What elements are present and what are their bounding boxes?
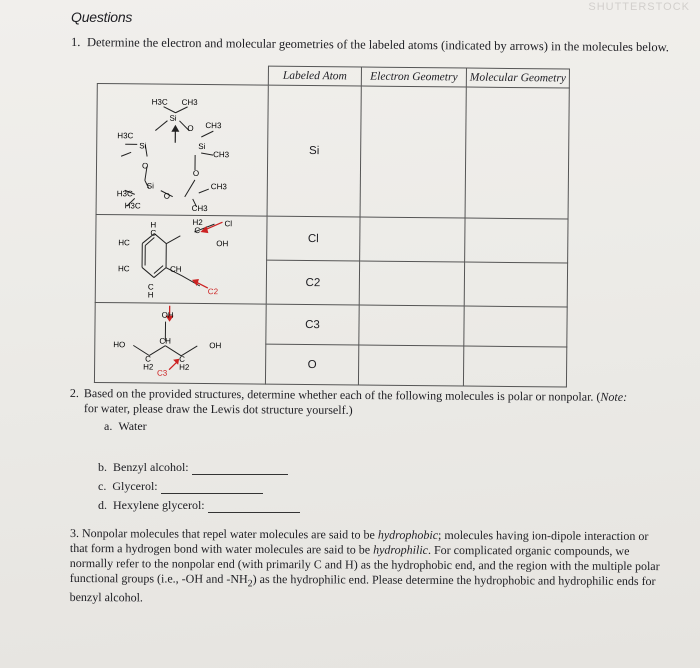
labeled-atom-c3: C3 [266,304,359,345]
glycerol-label: HO [113,340,126,350]
siloxane-label: H3C [117,131,134,141]
molecular-geometry-si[interactable] [465,87,569,219]
item-label: Benzyl alcohol: [113,460,189,474]
molecule-header-blank [97,65,268,86]
question-3-text-3: . For complicated organic compounds, we normally refer to the nonpolar end (with primarily C and H) as the hydrophobic end, and the region with the multiple polar functional groups (i.e., -OH and -NH [69,542,660,586]
item-label: Glycerol: [112,479,158,493]
table-row [95,302,567,347]
item-letter: d. [98,498,107,512]
benzyl-label: C [194,225,201,235]
benzyl-label: H [150,220,157,230]
glycerol-structure-cell [94,302,266,384]
watermark: SHUTTERSTOCK [588,1,690,13]
benzyl-label: CH [169,264,182,274]
molecular-geometry-c2[interactable] [464,262,567,307]
siloxane-label: O [187,123,194,133]
electron-geometry-o[interactable] [358,345,463,386]
item-letter: a. [104,419,113,433]
benzyl-label: Cl [224,219,233,229]
benzyl-label: OH [216,239,229,249]
question-2-note: for water, please draw the Lewis dot structure yourself.) [83,401,353,417]
siloxane-label: O [141,161,149,171]
question-1-prompt [71,35,669,55]
header-electron-geometry: Electron Geometry [361,67,466,87]
molecular-geometry-cl[interactable] [465,218,568,263]
siloxane-structure-cell [96,84,268,217]
molecular-geometry-o[interactable] [463,346,566,387]
item-glycerol [98,479,263,494]
benzyl-chloride-structure [96,215,267,305]
question-3-text-2: ; molecules having ion-dipole interaction or that form a hydrogen bond with water molecules are said to be [69,527,649,557]
benzyl-label: C [147,282,154,292]
glycerol-label: C [179,354,185,364]
item-letter: b. [98,460,107,474]
siloxane-label: H3C [124,201,141,211]
question-2-number: 2. [69,386,79,401]
term-hydrophobic: hydrophobic [377,527,439,542]
geometry-table [94,64,570,388]
siloxane-label: Si [146,181,154,191]
item-label: Hexylene glycerol: [113,498,205,512]
electron-geometry-c3[interactable] [359,305,464,346]
glycerol-label: H2 [143,362,154,372]
benzyl-label: C2 [207,287,219,297]
siloxane-label: O [192,168,200,178]
labeled-atom-cl: Cl [267,216,360,261]
benzyl-label: C [150,228,157,238]
electron-geometry-cl[interactable] [360,217,465,262]
question-3-prompt [70,526,662,608]
siloxane-label: CH3 [210,182,227,192]
table-row [96,214,568,263]
siloxane-label: O [163,191,171,201]
labeled-atom-si: Si [267,85,361,217]
glycerol-label: OH [209,341,222,351]
benzyl-structure-cell [95,214,267,304]
benzyl-label: HC [118,238,130,248]
item-hexylene-glycerol [98,498,300,513]
item-label: Water [118,419,147,433]
question-3-text-1: Nonpolar molecules that repel water molecules are said to be [81,526,378,542]
siloxane-label: CH3 [181,97,198,107]
siloxane-label: Si [139,141,147,151]
siloxane-label: Si [198,141,206,152]
molecular-geometry-c3[interactable] [464,306,567,347]
item-benzyl-alcohol [98,460,288,475]
header-molecular-geometry: Molecular Geometry [466,68,569,88]
question-2-prompt [70,386,670,420]
glycerol-label: OH [161,310,174,320]
labeled-atom-c2: C2 [266,260,359,305]
question-2-note-label: Note: [600,389,628,404]
question-3-text-4: ) as the hydrophilic end. Please determine the hydrophobic and hydrophilic ends for benzyl alcohol. [69,571,656,605]
table-row [96,84,569,220]
term-hydrophilic: hydrophilic [373,542,429,557]
item-letter: c. [98,479,107,493]
benzyl-alcohol-answer-blank[interactable] [192,463,288,475]
benzyl-label: H [147,290,154,300]
glycerol-answer-blank[interactable] [161,482,263,494]
glycerol-label: CH [159,336,171,346]
hexylene-glycerol-answer-blank[interactable] [208,501,300,513]
glycerol-structure [95,303,266,385]
item-water [104,419,147,434]
question-2-text: Based on the provided structures, determine whether each of the following molecules is polar or nonpolar. ( [83,386,601,404]
header-labeled-atom: Labeled Atom [268,66,361,86]
question-1-text: Determine the electron and molecular geometries of the labeled atoms (indicated by arrows) in the molecules below. [86,35,670,55]
siloxane-label: CH3 [191,203,208,214]
benzyl-label: HC [117,264,130,274]
siloxane-label: CH3 [213,150,230,160]
page-title: Questions [71,9,133,25]
subscript-2: 2 [247,578,253,590]
siloxane-label: H3C [151,97,168,107]
electron-geometry-si[interactable] [360,86,466,218]
siloxane-label: H3C [116,189,133,199]
siloxane-label: CH3 [205,121,222,131]
glycerol-label: H2 [179,362,190,372]
electron-geometry-c2[interactable] [359,261,464,306]
siloxane-label: Si [169,113,177,123]
labeled-atom-o: O [265,344,358,385]
glycerol-label: C3 [156,368,168,378]
benzyl-label: H2 [192,217,203,228]
glycerol-label: C [145,354,151,364]
siloxane-structure [97,84,268,217]
question-3-number: 3. [69,526,79,541]
question-1-number: 1. [70,35,81,50]
